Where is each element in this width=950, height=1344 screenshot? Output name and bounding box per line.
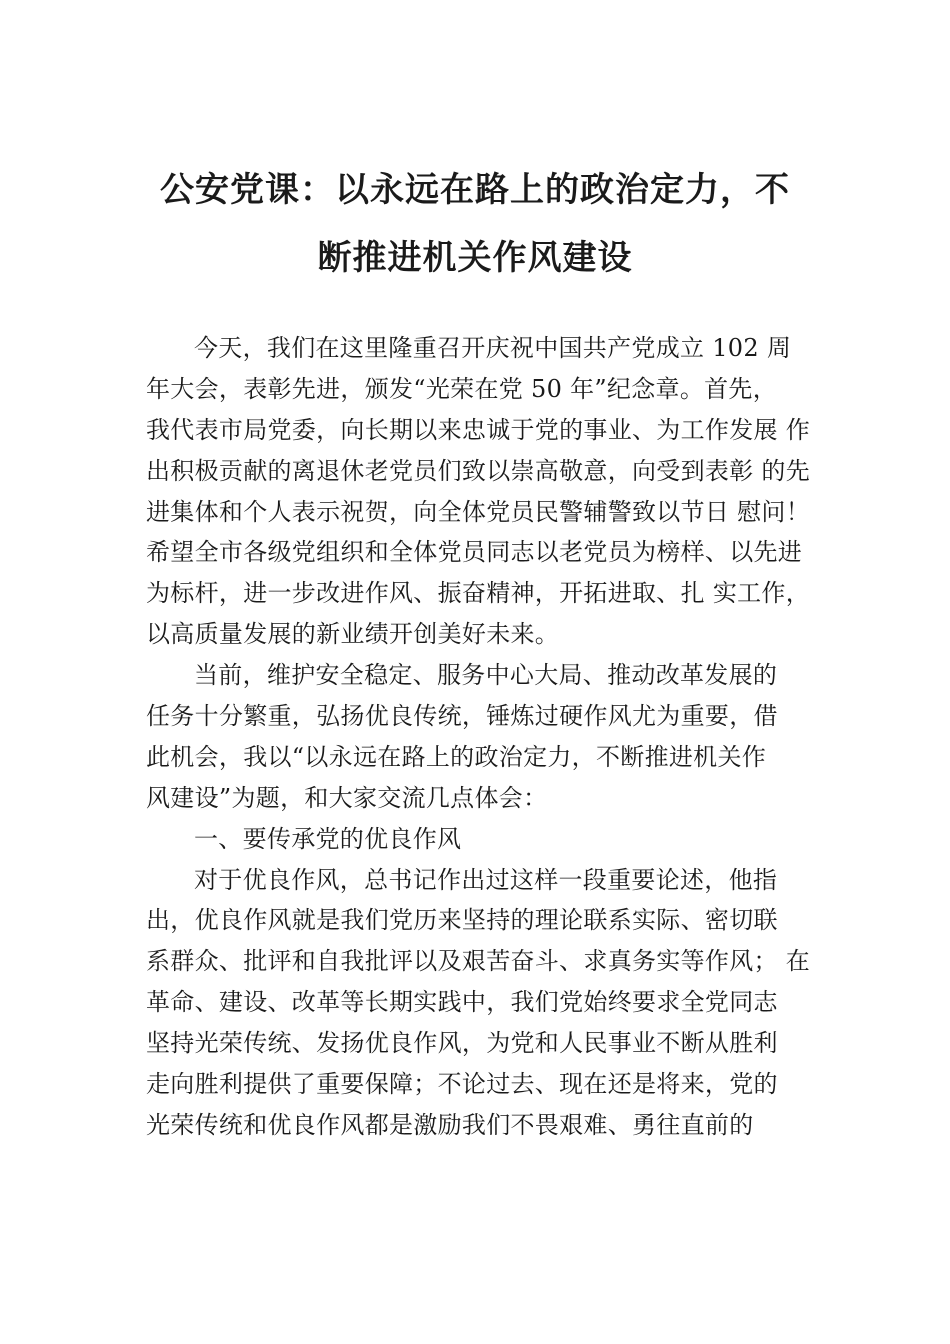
body-line: 今天，我们在这里隆重召开庆祝中国共产党成立 102 周 — [194, 334, 792, 362]
body-line: 希望全市各级党组织和全体党员同志以老党员为榜样、以先进 — [146, 538, 803, 567]
body-line: 走向胜利提供了重要保障；不论过去、现在还是将来，党的 — [146, 1070, 778, 1099]
document-body — [146, 328, 836, 1146]
body-line: 为标杆，进一步改进作风、振奋精神，开拓进取、扎 实工作， — [146, 579, 811, 608]
body-line: 年大会，表彰先进，颁发“光荣在党 50 年”纪念章。首先， — [146, 374, 778, 403]
body-line: 出，优良作风就是我们党历来坚持的理论联系实际、密切联 — [146, 906, 778, 935]
body-line: 一、要传承党的优良作风 — [194, 824, 462, 853]
body-line: 出积极贡献的离退休老党员们致以崇高敬意，向受到表彰 的先 — [146, 456, 811, 485]
body-line: 革命、建设、改革等长期实践中，我们党始终要求全党同志 — [146, 988, 778, 1017]
body-line: 我代表市局党委，向长期以来忠诚于党的事业、为工作发展 作 — [146, 415, 811, 444]
body-line: 对于优良作风，总书记作出过这样一段重要论述，他指 — [194, 865, 778, 894]
body-line: 风建设”为题，和大家交流几点体会： — [146, 783, 548, 812]
body-line: 当前，维护安全稳定、服务中心大局、推动改革发展的 — [194, 661, 778, 690]
body-line: 任务十分繁重，弘扬优良传统，锤炼过硬作风尤为重要，借 — [146, 702, 778, 731]
document-title-line-2: 断推进机关作风建设 — [317, 238, 633, 278]
body-line: 坚持光荣传统、发扬优良作风，为党和人民事业不断从胜利 — [146, 1029, 778, 1058]
body-line: 以高质量发展的新业绩开创美好未来。 — [146, 620, 560, 649]
body-line: 此机会，我以“以永远在路上的政治定力，不断推进机关作 — [146, 742, 767, 771]
body-line: 光荣传统和优良作风都是激励我们不畏艰难、勇往直前的 — [146, 1110, 754, 1139]
body-line: 系群众、批评和自我批评以及艰苦奋斗、求真务实等作风； 在 — [146, 947, 811, 976]
document-title-line-1: 公安党课：以永远在路上的政治定力，不 — [160, 170, 790, 210]
body-line: 进集体和个人表示祝贺，向全体党员民警辅警致以节日 慰问！ — [146, 497, 811, 526]
